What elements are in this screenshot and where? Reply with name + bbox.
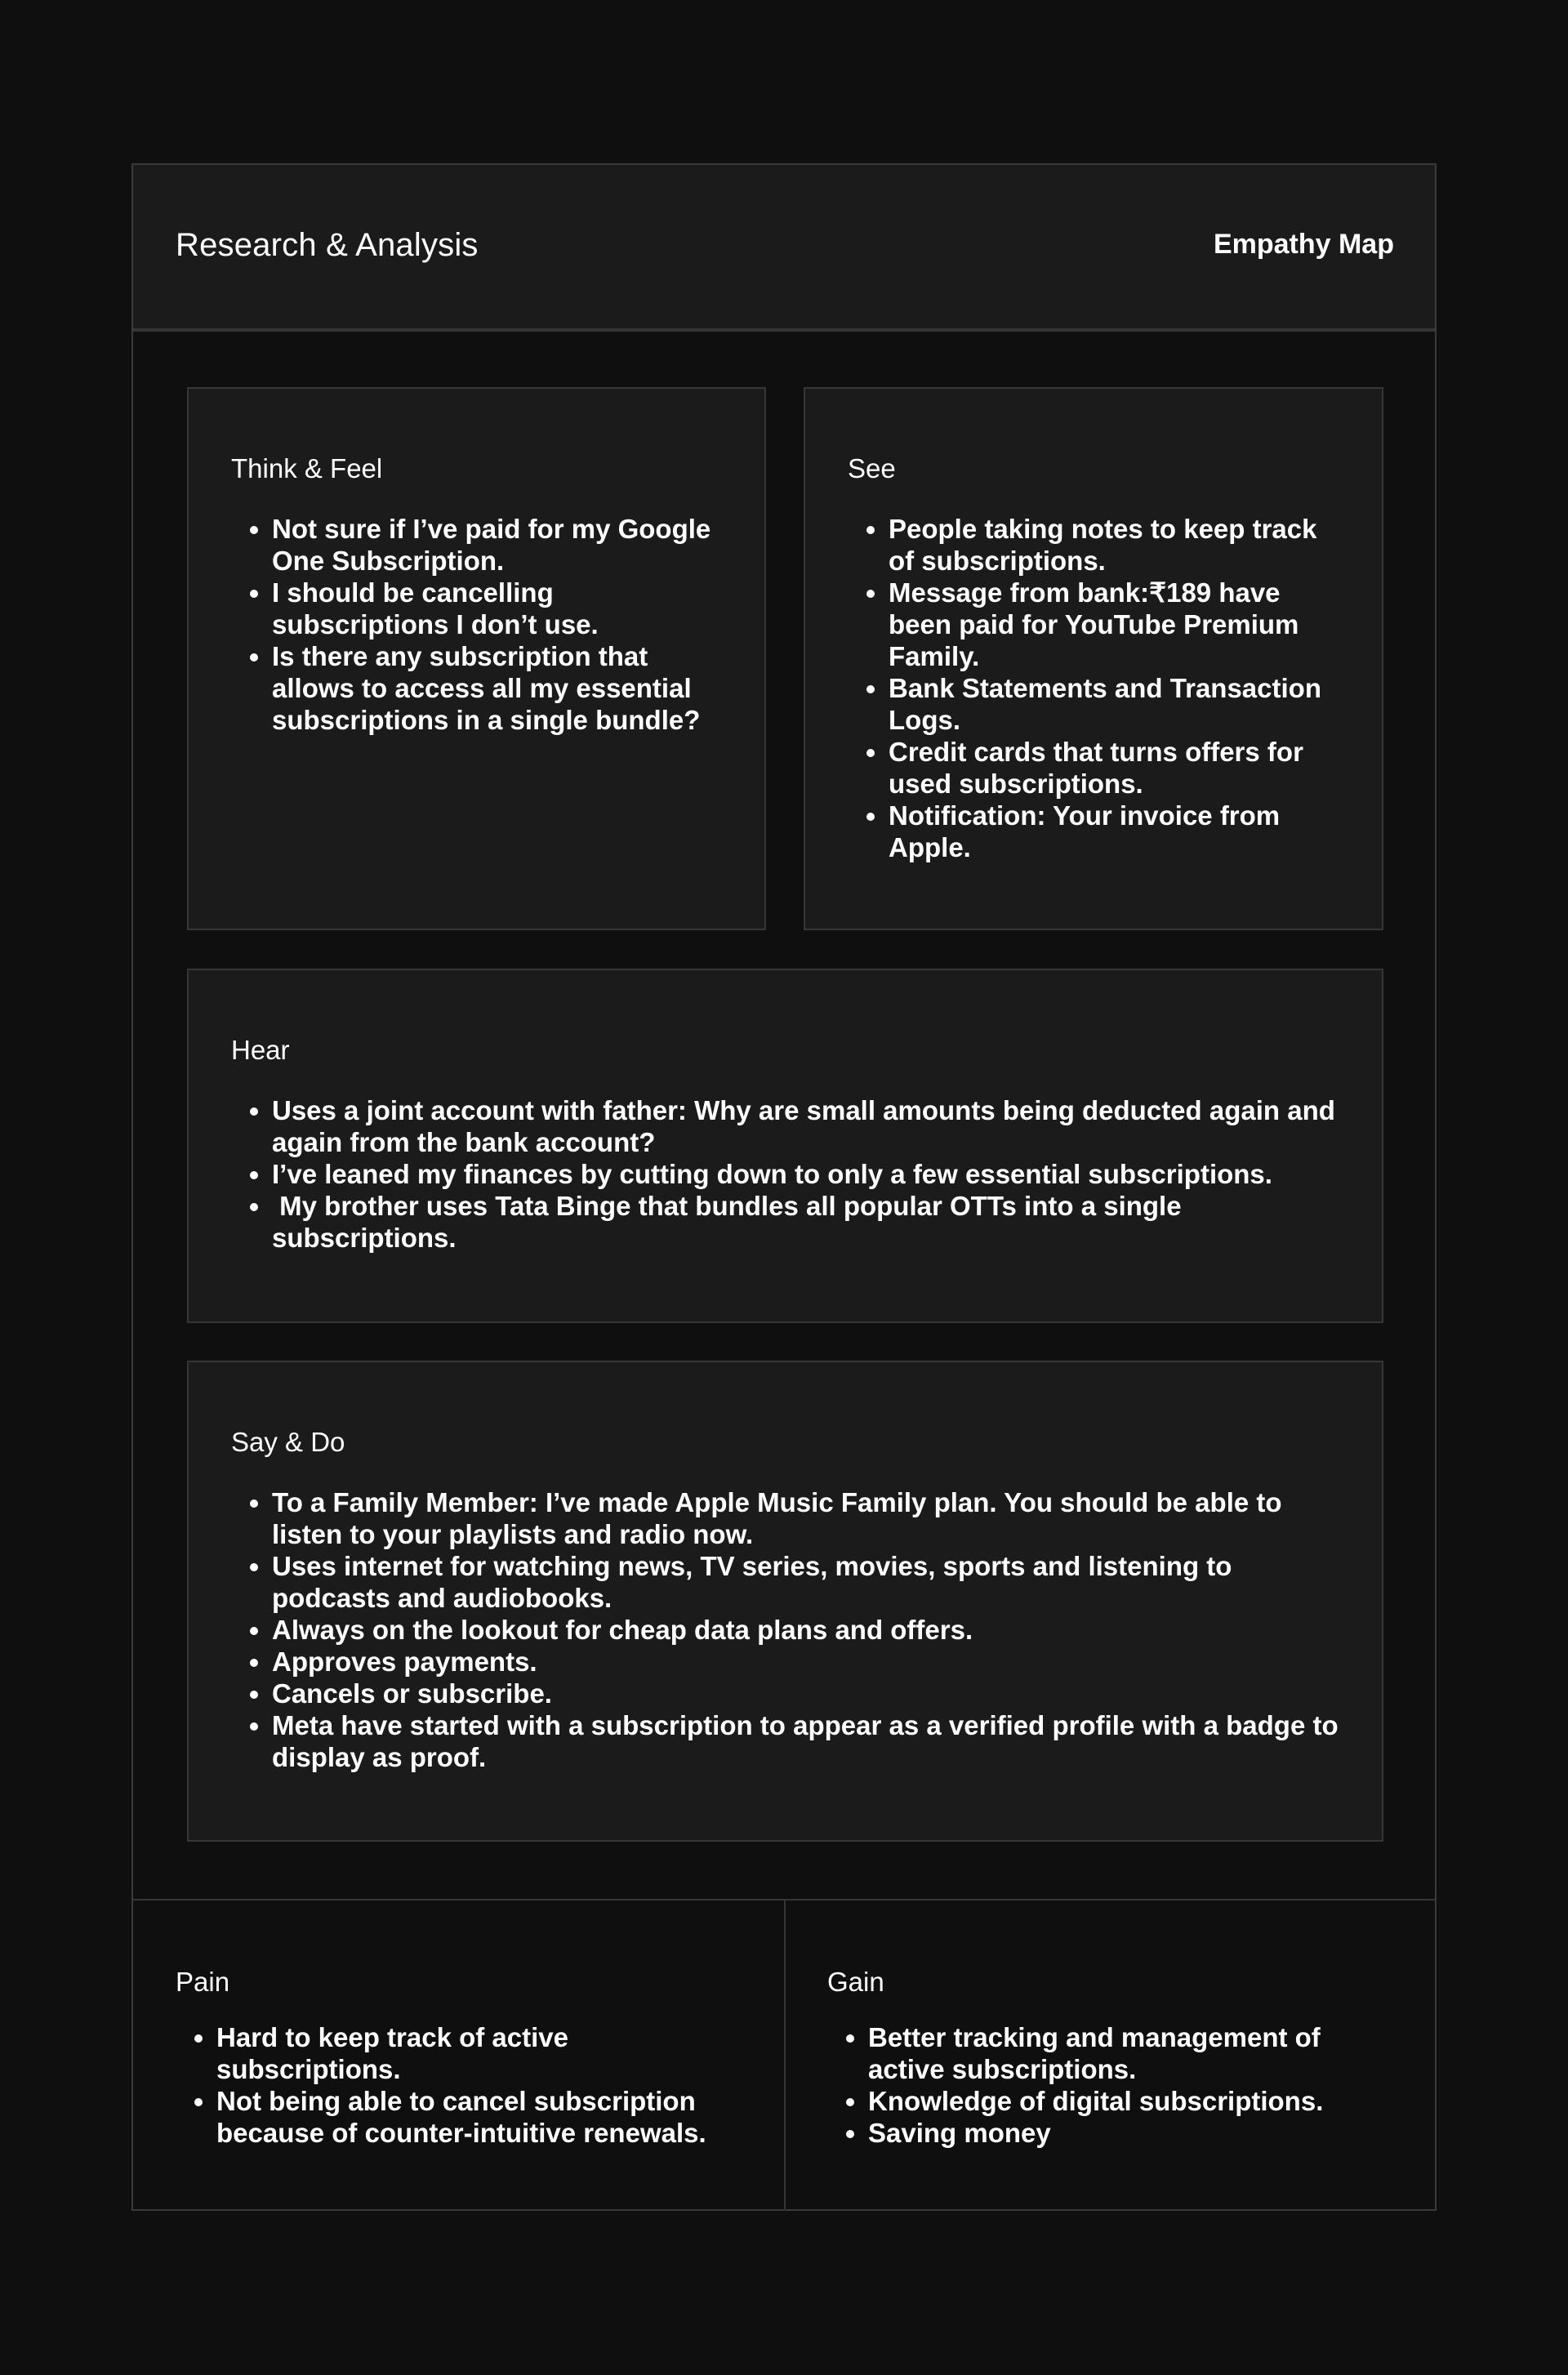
say-do-title: Say & Do <box>231 1427 345 1457</box>
hear-card <box>187 969 1383 1323</box>
think-feel-list <box>231 513 724 736</box>
say-do-list <box>231 1486 1341 1773</box>
pain-list <box>176 2021 751 2149</box>
list-item: • Not being able to cancel subscription because of counter-intuitive renewals. <box>216 2085 751 2149</box>
see-card <box>804 387 1383 930</box>
think-feel-title: Think & Feel <box>231 453 383 483</box>
list-item: • I should be cancelling subscriptions I don’t use. <box>272 577 724 640</box>
list-item: • Approves payments. <box>272 1646 1341 1678</box>
list-item: • Message from bank:₹189 have been paid for YouTube Premium Family. <box>889 577 1341 672</box>
list-item: • Not sure if I’ve paid for my Google One Subscription. <box>272 513 724 577</box>
list-item: • Cancels or subscribe. <box>272 1678 1341 1709</box>
say-do-card <box>187 1361 1383 1842</box>
list-item: • Is there any subscription that allows to access all my essential subscriptions in a single bundle? <box>272 640 724 736</box>
gain-panel <box>786 1900 1437 2211</box>
pain-title: Pain <box>176 1967 230 1997</box>
list-item: • My brother uses Tata Binge that bundles all popular OTTs into a single subscriptions. <box>272 1190 1341 1254</box>
hear-title: Hear <box>231 1035 290 1065</box>
list-item: • Always on the lookout for cheap data plans and offers. <box>272 1614 1341 1646</box>
empathy-map-frame <box>131 163 1437 2211</box>
list-item: • Uses internet for watching news, TV series, movies, sports and listening to podcasts and audiobooks. <box>272 1550 1341 1614</box>
list-item: • Credit cards that turns offers for used subscriptions. <box>889 736 1341 800</box>
list-item: • Notification: Your invoice from Apple. <box>889 800 1341 863</box>
think-feel-card <box>187 387 766 930</box>
section-tag: Empathy Map <box>1213 229 1394 260</box>
hear-list <box>231 1094 1341 1254</box>
header <box>133 165 1435 332</box>
list-item: • To a Family Member: I’ve made Apple Music Family plan. You should be able to listen to your playlists and radio now. <box>272 1486 1341 1550</box>
list-item: • Bank Statements and Transaction Logs. <box>889 672 1341 736</box>
list-item: • Knowledge of digital subscriptions. <box>868 2085 1404 2117</box>
list-item: • I’ve leaned my finances by cutting down to only a few essential subscriptions. <box>272 1158 1341 1190</box>
gain-title: Gain <box>827 1967 884 1997</box>
list-item: • Uses a joint account with father: Why are small amounts being deducted again and again from the bank account? <box>272 1094 1341 1158</box>
list-item: • Better tracking and management of active subscriptions. <box>868 2021 1404 2085</box>
list-item: • People taking notes to keep track of subscriptions. <box>889 513 1341 577</box>
list-item: • Meta have started with a subscription to appear as a verified profile with a badge to display as proof. <box>272 1709 1341 1773</box>
gain-list <box>827 2021 1404 2149</box>
pain-panel <box>133 1900 786 2211</box>
list-item: • Saving money <box>868 2117 1404 2149</box>
page-title: Research & Analysis <box>176 227 479 263</box>
see-title: See <box>848 453 896 483</box>
list-item: • Hard to keep track of active subscriptions. <box>216 2021 751 2085</box>
see-list <box>848 513 1341 863</box>
pain-gain-section <box>133 1899 1435 2211</box>
